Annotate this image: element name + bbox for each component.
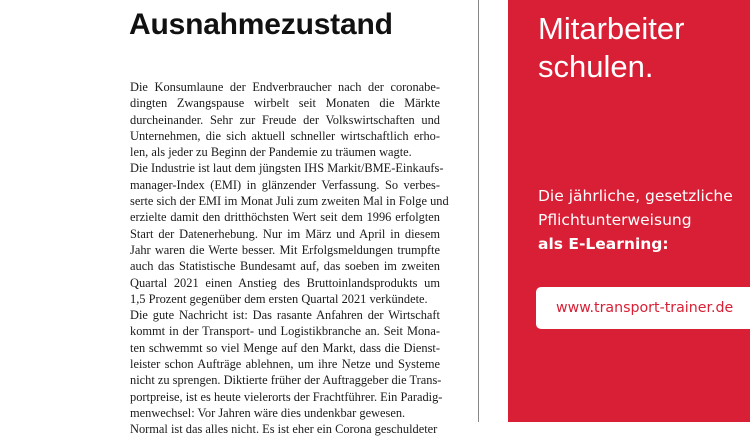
ad-subtext-emphasis: als E-Learning: — [538, 235, 669, 253]
body-line: nicht zu sprengen. Diktierte früher der Auftraggeber die Trans- — [130, 373, 442, 388]
body-line: portpreise, ist es heute vielerorts der Frachtführer. Ein Paradig- — [130, 389, 443, 404]
body-line: Quartal 2021 einen Anstieg des Bruttoinlandsprodukts um — [130, 275, 440, 290]
ad-url-link[interactable]: www.transport-trainer.de — [536, 287, 750, 329]
body-line: erzielte damit den dritthöchsten Wert seit dem 1996 erfolgten — [130, 210, 440, 225]
ad-subtext-line: Die jährliche, gesetzliche — [538, 187, 733, 205]
ad-headline — [538, 10, 684, 86]
body-line: len, als jeder zu Beginn der Pandemie zu träumen wagte. — [130, 145, 412, 160]
body-line: serte sich der EMI im Monat Juli zum zweiten Mal in Folge und — [130, 194, 449, 209]
body-line: auch das Statistische Bundesamt auf, das soeben im zweiten — [130, 259, 440, 274]
column-divider — [478, 0, 479, 422]
body-line: leister schon Aufträge ablehnen, um ihre Netze und Systeme — [130, 357, 440, 372]
body-line: Die gute Nachricht ist: Das rasante Anfahren der Wirtschaft — [130, 308, 440, 323]
body-line: Die Konsumlaune der Endverbraucher nach der coronabe- — [130, 80, 440, 94]
body-line: dingten Zwangspause wirbelt seit Monaten die Märkte — [130, 96, 440, 111]
body-line: kommt in der Transport- und Logistikbranche an. Seit Mona- — [130, 324, 440, 339]
body-line: Die Industrie ist laut dem jüngsten IHS Markit/BME-Einkaufs- — [130, 161, 444, 176]
body-line: Jahr waren die Werte besser. Mit Erfolgsmeldungen trumpfte — [130, 242, 440, 257]
advertisement-panel — [508, 0, 750, 422]
ad-headline-line: Mitarbeiter — [538, 11, 685, 46]
article-headline: Ausnahmezustand — [129, 8, 393, 41]
ad-subtext-line: Pflichtunterweisung — [538, 211, 692, 229]
body-line: Unternehmen, die sich aktuell schneller wirtschaftlich erho- — [130, 128, 440, 143]
body-line: Normal ist das alles nicht. Es ist eher ein Corona geschuldeter — [130, 422, 438, 437]
body-line: 1,5 Prozent gegenüber dem ersten Quartal 2021 verkündete. — [130, 291, 428, 306]
article-body — [130, 79, 449, 438]
body-line: manager-Index (EMI) in glänzender Verfassung. So verbes- — [130, 177, 440, 192]
ad-subtext — [538, 184, 733, 256]
body-line: Start der Datenerhebung. Nur im März und April in diesem — [130, 226, 440, 241]
ad-headline-line: schulen. — [538, 49, 654, 84]
body-line: durcheinander. Sehr zur Freude der Volkswirtschaften und — [130, 112, 440, 127]
body-line: ten schwemmt so viel Menge auf den Markt, dass die Dienst- — [130, 340, 440, 355]
body-line: menwechsel: Vor Jahren wäre dies undenkbar gewesen. — [130, 405, 406, 420]
